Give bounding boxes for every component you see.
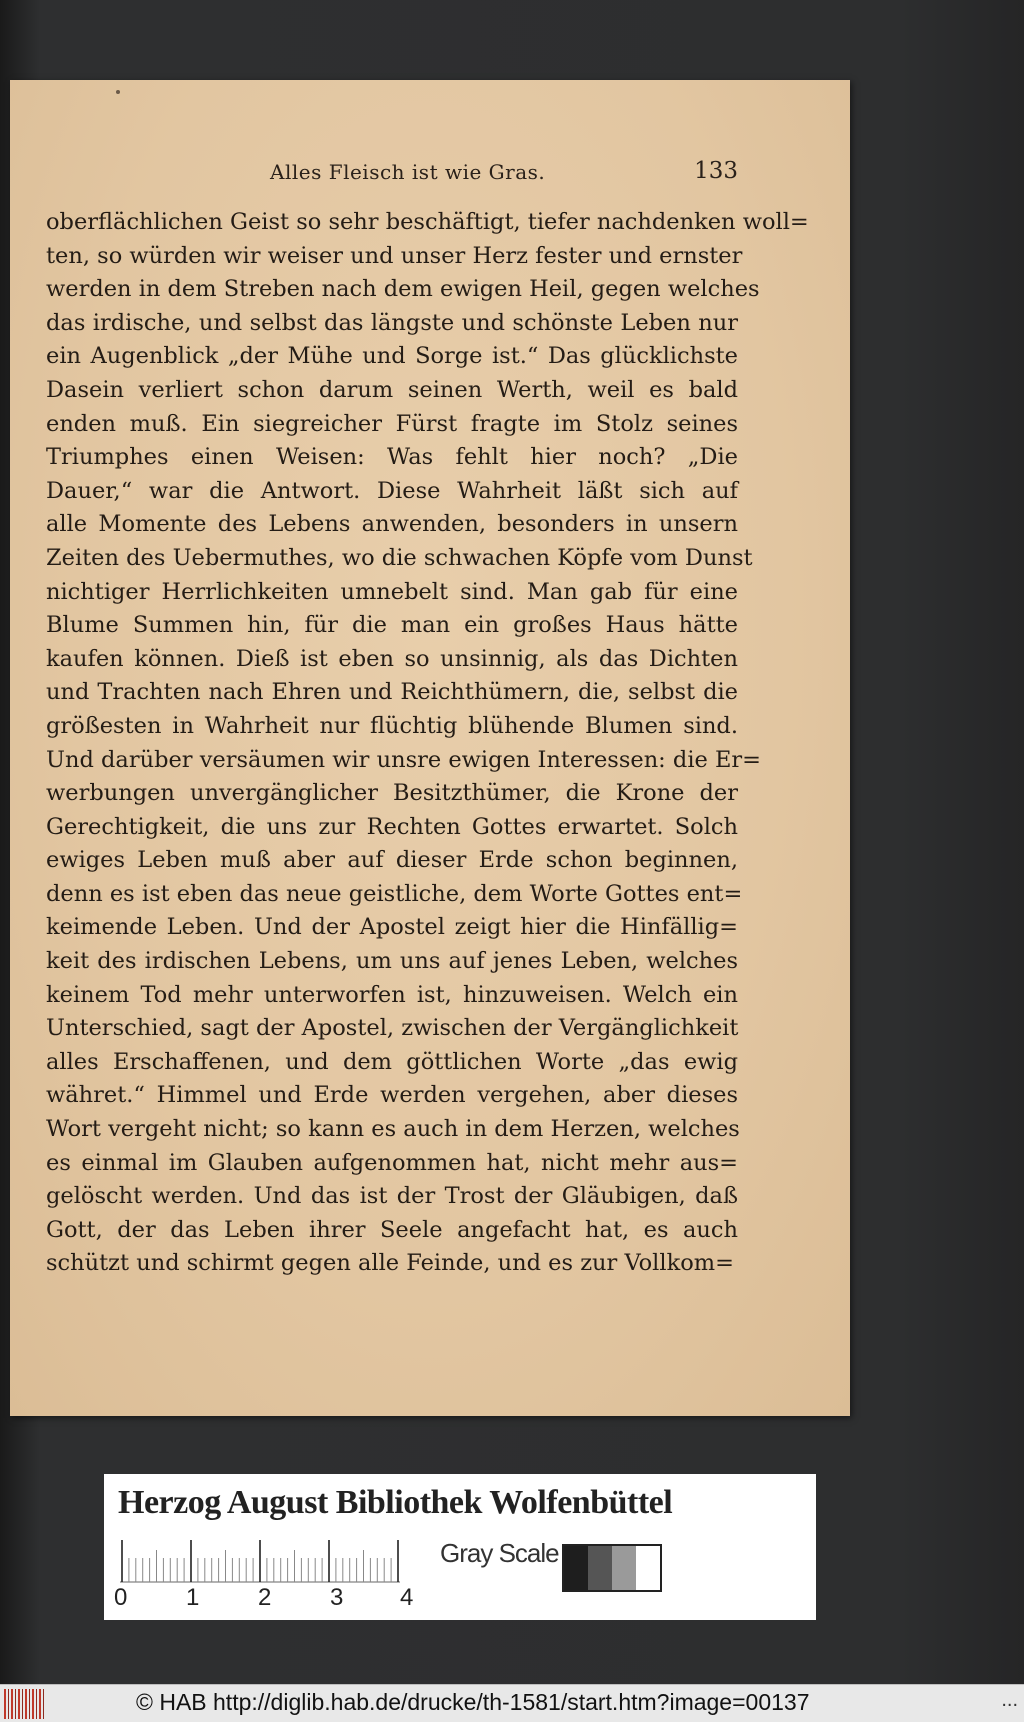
text-line: oberflächlichen Geist so sehr beschäftigt, tiefer nachdenken woll= [46,209,809,235]
text-line: ten, so würden wir weiser und unser Herz fester und ernster [46,242,743,269]
gray-scale-swatches [562,1544,662,1592]
text-line: kaufen können. Dieß ist eben so unsinnig, als das Dichten [46,645,738,672]
page-number: 133 [694,158,738,184]
text-line: alle Momente des Lebens anwenden, besonders in unsern [46,511,738,538]
text-line: gelöscht werden. Und das ist der Trost der Gläubigen, daß [46,1183,738,1210]
text-line: Dauer,“ war die Antwort. Diese Wahrheit läßt sich auf [46,477,738,504]
text-line: denn es ist eben das neue geistliche, dem Worte Gottes ent= [46,880,743,907]
ruler-number-4: 4 [400,1584,414,1611]
gray-swatch [612,1546,636,1590]
text-line: ewiges Leben muß aber auf dieser Erde schon beginnen, [46,847,738,874]
text-line: keimende Leben. Und der Apostel zeigt hier die Hinfällig= [46,914,738,941]
gray-swatch [588,1546,612,1590]
ruler-number-3: 3 [330,1584,344,1611]
viewer-footer [0,1684,1024,1722]
text-line: Dasein verliert schon darum seinen Werth, weil es bald [46,376,738,403]
ruler-number-1: 1 [186,1584,200,1611]
text-line: Unterschied, sagt der Apostel, zwischen der Vergänglichkeit [46,1015,739,1042]
copyright-link[interactable]: © HAB http://diglib.hab.de/drucke/th-1581/start.htm?image=00137 [136,1689,810,1715]
text-line: Gerechtigkeit, die uns zur Rechten Gottes erwartet. Solch [46,813,738,840]
text-line: Zeiten des Uebermuthes, wo die schwachen Köpfe vom Dunst [46,544,753,571]
text-line: Blume Summen hin, für die man ein großes Haus hätte [46,612,738,639]
text-line: das irdische, und selbst das längste und schönste Leben nur [46,309,738,336]
text-line: alles Erschaffenen, und dem göttlichen Worte „das ewig [46,1048,738,1075]
page-speck [116,90,120,94]
body-text [46,206,809,1281]
running-title: Alles Fleisch ist wie Gras. [270,160,546,184]
gray-scale-label: Gray Scale [440,1538,559,1568]
ruler-scale [120,1540,400,1584]
text-line: keinem Tod mehr unterworfen ist, hinzuweisen. Welch ein [46,981,738,1008]
gray-swatch [636,1546,660,1590]
text-line: enden muß. Ein siegreicher Fürst fragte im Stolz seines [46,410,738,437]
text-line: schützt und schirmt gegen alle Feinde, und es zur Vollkom= [46,1250,734,1277]
library-name: Herzog August Bibliothek Wolfenbüttel [118,1484,673,1521]
scanned-book-page [10,80,850,1416]
text-line: Und darüber versäumen wir unsre ewigen Interessen: die Er= [46,746,762,773]
running-head [46,156,738,190]
text-line: Gott, der das Leben ihrer Seele angefacht hat, es auch [46,1216,738,1243]
text-line: es einmal im Glauben aufgenommen hat, nicht mehr aus= [46,1149,738,1176]
text-line: keit des irdischen Lebens, um uns auf jenes Leben, welches [46,948,738,975]
text-line: und Trachten nach Ehren und Reichthümern, die, selbst die [46,679,738,706]
text-line: Triumphes einen Weisen: Was fehlt hier noch? „Die [46,444,738,471]
barcode-icon [4,1689,44,1719]
scan-reference-strip [104,1474,816,1620]
text-line: Wort vergeht nicht; so kann es auch in dem Herzen, welches [46,1116,740,1143]
ruler-number-0: 0 [114,1584,128,1611]
text-line: werden in dem Streben nach dem ewigen Heil, gegen welches [46,276,760,303]
text-line: größesten in Wahrheit nur flüchtig blühende Blumen sind. [46,712,738,739]
gray-swatch [564,1546,588,1590]
text-line: werbungen unvergänglicher Besitzthümer, die Krone der [46,780,738,807]
ruler-number-2: 2 [258,1584,272,1611]
text-line: währet.“ Himmel und Erde werden vergehen, aber dieses [46,1082,738,1109]
text-line: nichtiger Herrlichkeiten umnebelt sind. Man gab für eine [46,578,738,605]
more-options-button[interactable]: ... [1001,1689,1018,1711]
text-line: ein Augenblick „der Mühe und Sorge ist.“ Das glücklichste [46,343,738,370]
